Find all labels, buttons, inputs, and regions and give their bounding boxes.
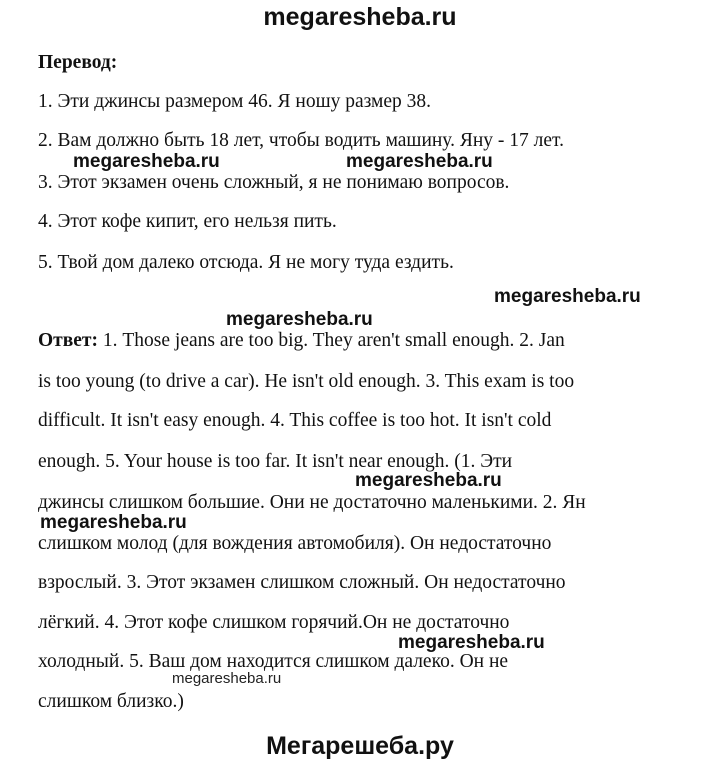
watermark: megaresheba.ru [226,309,373,330]
site-header-title: megaresheba.ru [263,3,457,31]
translation-line-5: 5. Твой дом далеко отсюда. Я не могу туда ездить. [38,252,454,273]
answer-line-4: enough. 5. Your house is too far. It isn't near enough. (1. Эти [38,451,513,472]
translation-line-3: 3. Этот экзамен очень сложный, я не понимаю вопросов. [38,172,510,193]
answer-label: Ответ: [38,330,99,351]
translation-line-4: 4. Этот кофе кипит, его нельзя пить. [38,211,337,232]
answer-line-6: слишком молод (для вождения автомобиля). Он недостаточно [38,533,552,554]
watermark: megaresheba.ru [494,286,641,307]
watermark: megaresheba.ru [355,470,502,491]
answer-line-1 [38,329,565,353]
watermark: megaresheba.ru [398,632,545,653]
answer-line-10: слишком близко.) [38,691,184,712]
watermark-small: megaresheba.ru [172,670,282,687]
translation-heading: Перевод: [38,52,118,73]
answer-line-2: is too young (to drive a car). He isn't old enough. 3. This exam is too [38,371,575,392]
answer-line-9: холодный. 5. Ваш дом находится слишком далеко. Он не [38,651,509,672]
watermark: megaresheba.ru [73,151,220,172]
answer-line-7: взрослый. 3. Этот экзамен слишком сложный. Он недостаточно [38,572,566,593]
translation-line-2: 2. Вам должно быть 18 лет, чтобы водить машину. Яну - 17 лет. [38,130,564,151]
site-footer-title: Мегарешеба.ру [266,732,454,760]
answer-line-8: лёгкий. 4. Этот кофе слишком горячий.Он не достаточно [38,612,510,633]
answer-line-3: difficult. It isn't easy enough. 4. This coffee is too hot. It isn't cold [38,410,552,431]
watermark: megaresheba.ru [346,151,493,172]
translation-line-1: 1. Эти джинсы размером 46. Я ношу размер 38. [38,91,432,112]
watermark: megaresheba.ru [40,512,187,533]
answer-text-start: 1. Those jeans are too big. They aren't small enough. 2. Jan [98,330,565,351]
answer-line-5: джинсы слишком большие. Они не достаточно маленькими. 2. Ян [38,492,586,513]
